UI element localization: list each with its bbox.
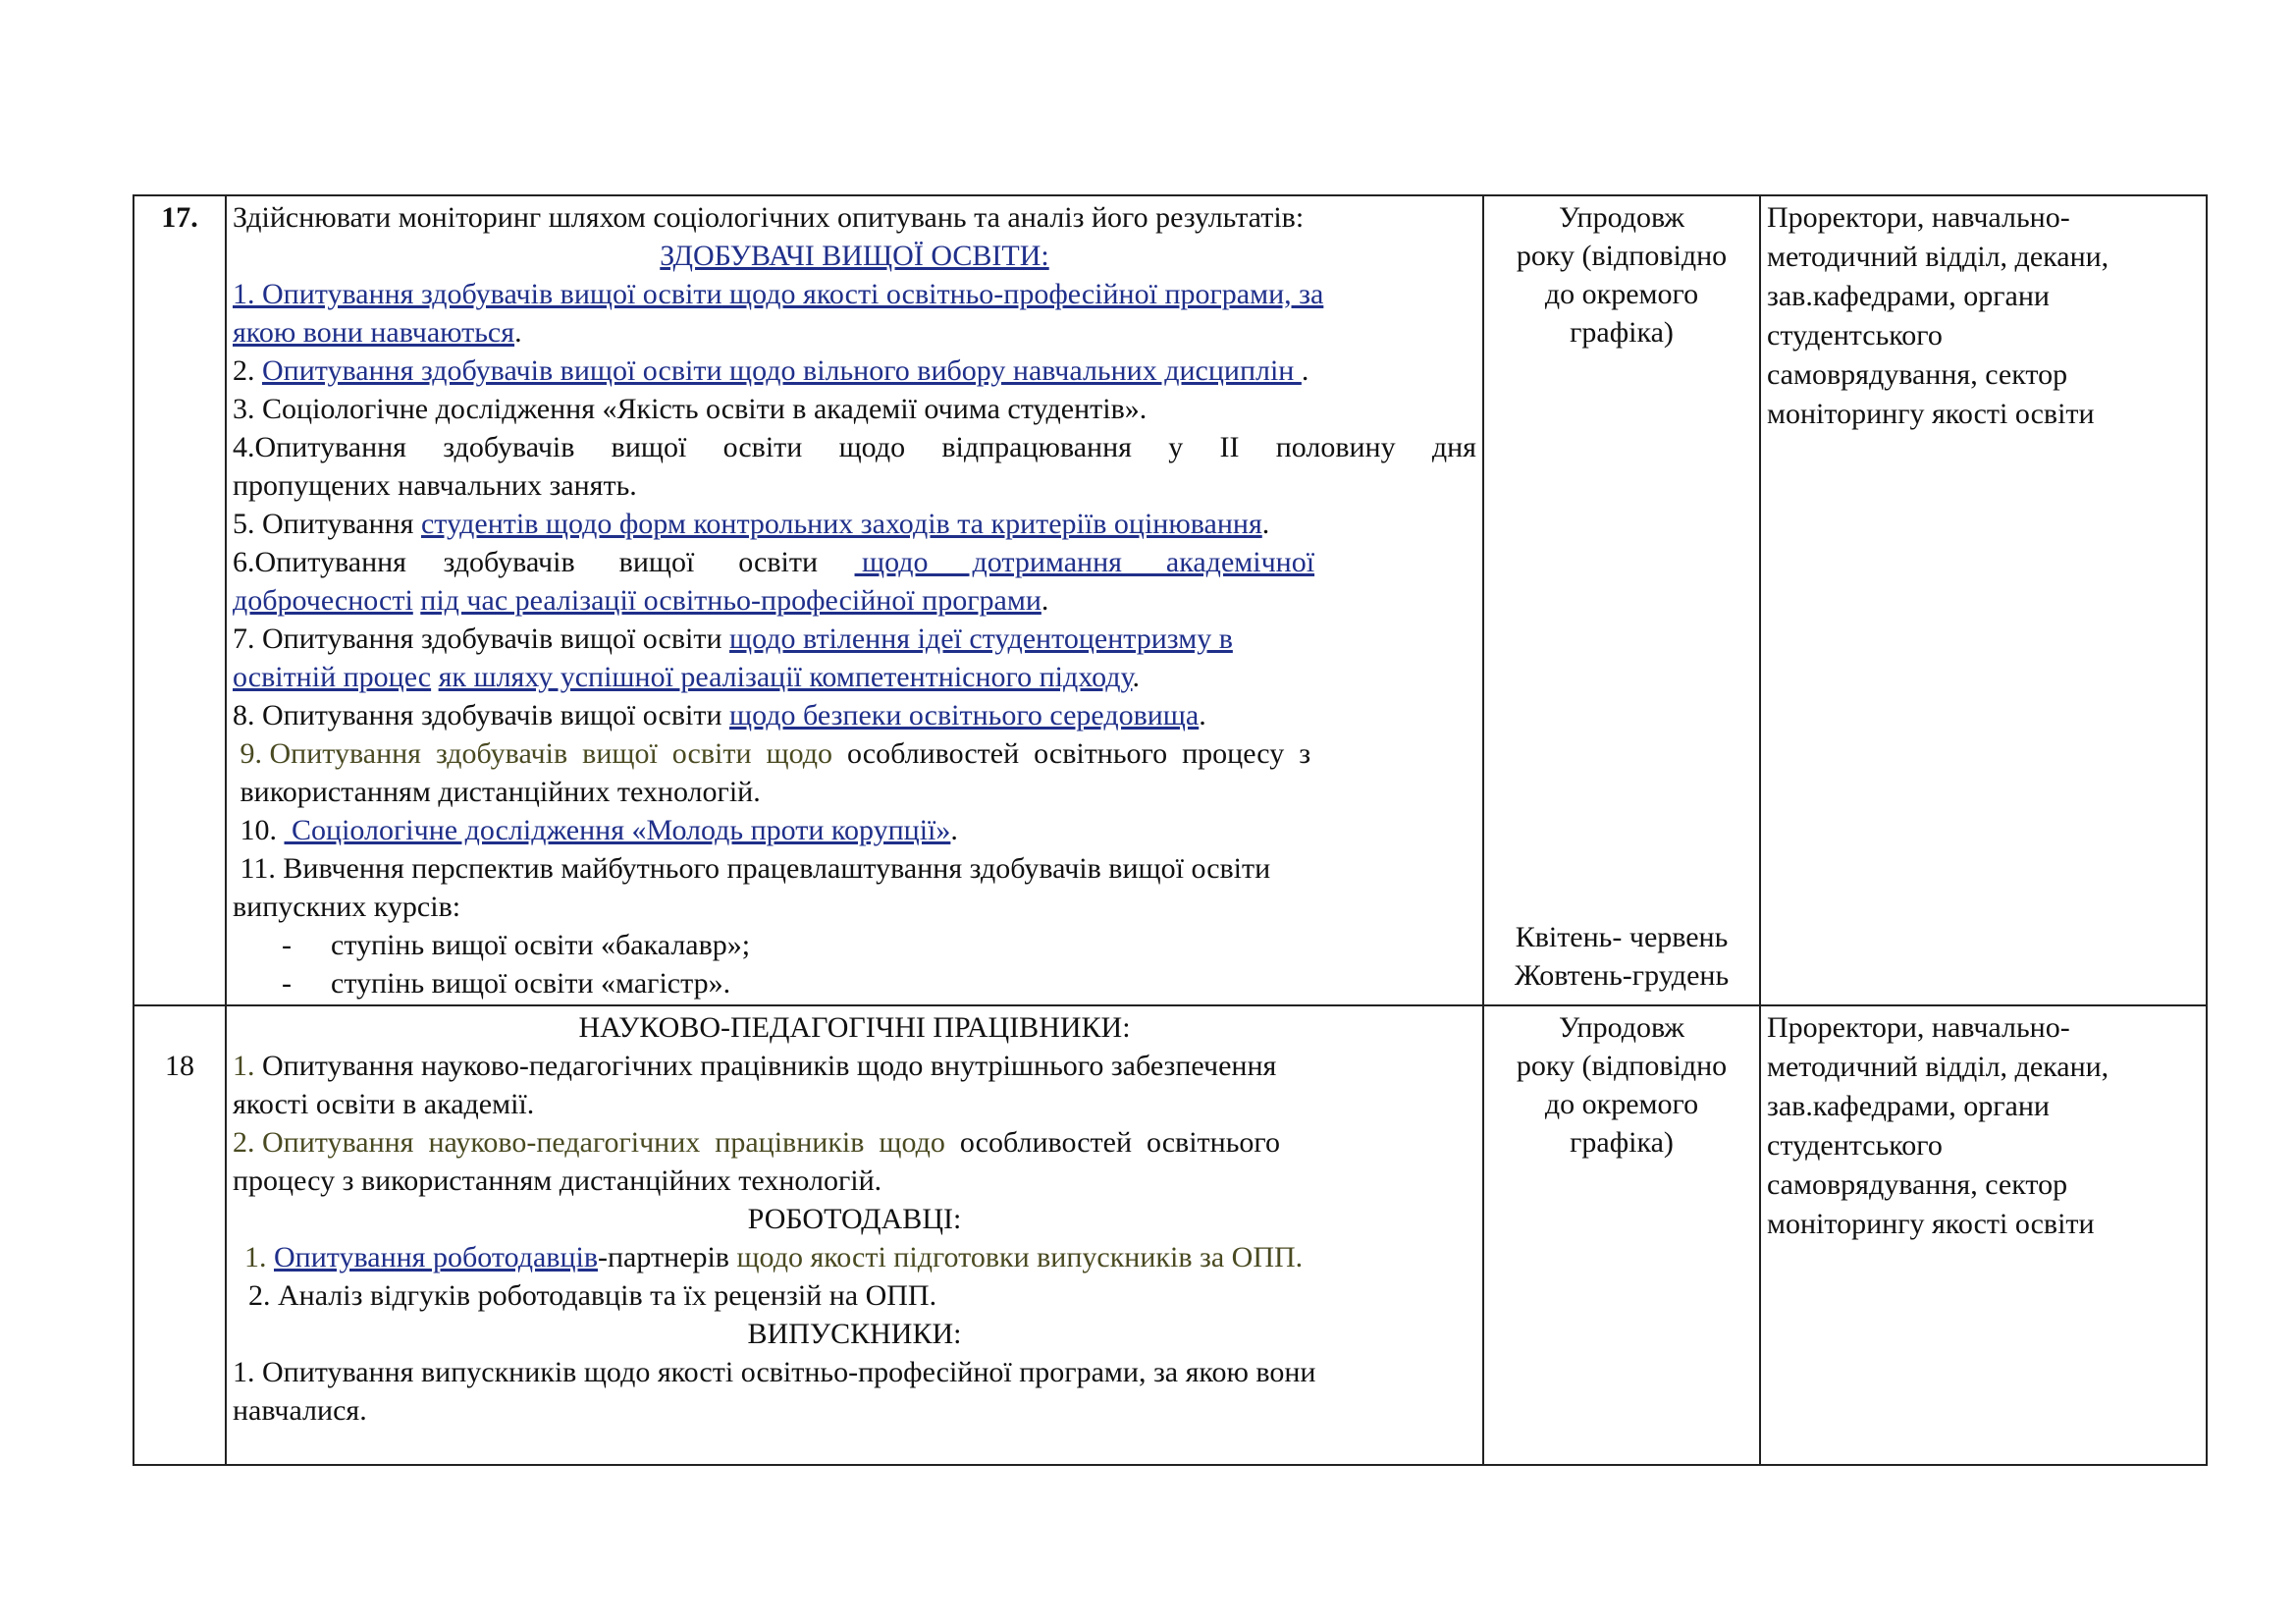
list-item: 6.Опитування здобувачів вищої освіти щодо дотримання академічної	[233, 546, 1315, 578]
list-item: 2. Аналіз відгуків роботодавців та їх рецензій на ОПП.	[248, 1279, 937, 1312]
list-item-cont: освітній процес як шляху успішної реалізації компетентнісного підходу.	[233, 661, 1141, 693]
list-item: 2. Опитування здобувачів вищої освіти щодо вільного вибору навчальних дисциплін .	[233, 354, 1309, 387]
list-item-cont: випускних курсів:	[233, 891, 461, 923]
intro-text: Здійснювати моніторинг шляхом соціологічних опитувань та аналіз його результатів:	[233, 201, 1305, 234]
list-item-cont: навчалися.	[233, 1394, 367, 1427]
term-line: Квітень- червень	[1515, 921, 1729, 953]
section-heading-employers: РОБОТОДАВЦІ:	[747, 1203, 962, 1235]
table-row	[133, 1005, 2207, 1465]
term-line: до окремого	[1544, 1088, 1699, 1120]
list-item: 9. Опитування здобувачів вищої освіти щодо особливостей освітнього процесу з	[233, 737, 1311, 770]
list-item: 7. Опитування здобувачів вищої освіти щодо втілення ідеї студентоцентризму в	[233, 623, 1233, 655]
row-number: 17.	[133, 195, 226, 1005]
list-item-cont: якості освіти в академії.	[233, 1088, 535, 1120]
term-line: року (відповідно	[1516, 1050, 1728, 1082]
term-line: до окремого	[1544, 278, 1699, 310]
list-item: 5. Опитування студентів щодо форм контрольних заходів та критеріїв оцінювання.	[233, 508, 1270, 540]
activity-cell	[226, 195, 1483, 1005]
list-item: 1. Опитування роботодавців-партнерів щодо якості підготовки випускників за ОПП.	[244, 1241, 1304, 1273]
list-item-cont: доброчесності під час реалізації освітньо-професійної програми.	[233, 584, 1049, 617]
term-line: Жовтень-грудень	[1514, 959, 1730, 992]
list-item: 1. Опитування здобувачів вищої освіти щодо якості освітньо-професійної програми, за	[233, 278, 1324, 310]
responsible-cell: Проректори, навчально- методичний відділ, декани, зав.кафедрами, органи студентського самоврядування, сектор моніторингу якості освіти	[1760, 195, 2207, 1005]
list-item: 10. Соціологічне дослідження «Молодь проти корупції».	[233, 814, 958, 846]
list-item-cont: використанням дистанційних технологій.	[233, 776, 761, 808]
term-period	[1484, 918, 1759, 995]
responsible-cell: Проректори, навчально- методичний відділ, декани, зав.кафедрами, органи студентського самоврядування, сектор моніторингу якості освіти	[1760, 1005, 2207, 1465]
section-heading-students: ЗДОБУВАЧІ ВИЩОЇ ОСВІТИ:	[660, 240, 1049, 272]
monitoring-table	[133, 194, 2208, 1466]
term-cell	[1483, 1005, 1760, 1465]
term-line: року (відповідно	[1516, 240, 1728, 272]
table-row	[133, 195, 2207, 1005]
list-item: 8. Опитування здобувачів вищої освіти щодо безпеки освітнього середовища.	[233, 699, 1206, 731]
sub-list-item: - ступінь вищої освіти «бакалавр»;	[282, 929, 751, 961]
list-item: 3. Соціологічне дослідження «Якість освіти в академії очима студентів».	[233, 393, 1148, 425]
term-cell	[1483, 195, 1760, 1005]
activity-cell	[226, 1005, 1483, 1465]
list-item-cont: пропущених навчальних занять.	[233, 469, 637, 502]
list-item: 1. Опитування науково-педагогічних працівників щодо внутрішнього забезпечення	[233, 1050, 1277, 1082]
sub-list-item: - ступінь вищої освіти «магістр».	[282, 967, 731, 1000]
term-line: Упродовж	[1558, 1011, 1685, 1044]
list-item-cont: якою вони навчаються.	[233, 316, 522, 349]
term-line: графіка)	[1570, 1126, 1674, 1159]
list-item: 11. Вивчення перспектив майбутнього працевлаштування здобувачів вищої освіти	[233, 852, 1271, 885]
list-item: 2. Опитування науково-педагогічних працівників щодо особливостей освітнього	[233, 1126, 1280, 1159]
row-number: 18	[133, 1005, 226, 1465]
list-item-cont: процесу з використанням дистанційних технологій.	[233, 1164, 882, 1197]
term-line: Упродовж	[1558, 201, 1685, 234]
term-line: графіка)	[1570, 316, 1674, 349]
list-item: 1. Опитування випускників щодо якості освітньо-професійної програми, за якою вони	[233, 1356, 1316, 1388]
list-item: 4.Опитування здобувачів вищої освіти щодо відпрацювання у ІІ половину дня	[233, 431, 1476, 463]
section-heading-staff: НАУКОВО-ПЕДАГОГІЧНІ ПРАЦІВНИКИ:	[578, 1011, 1131, 1044]
section-heading-graduates: ВИПУСКНИКИ:	[747, 1318, 962, 1350]
